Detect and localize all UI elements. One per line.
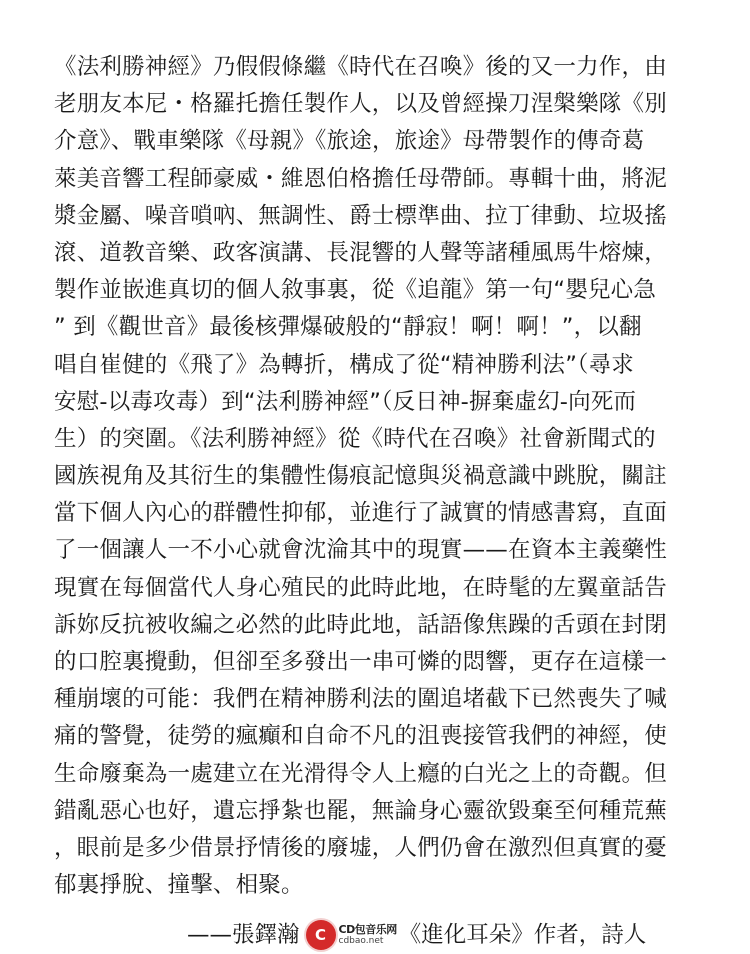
text-line: 郁裏掙脫、撞擊、相聚。 xyxy=(54,872,304,899)
review-paragraph xyxy=(54,49,714,904)
text-line: 錯亂惡心也好，遺忘掙紮也罷，無論身心靈欲毀棄至何種荒蕪 xyxy=(54,797,667,824)
text-line: 滾、道教音樂、政客演講、長混響的人聲等諸種風馬牛熔煉， xyxy=(54,239,667,266)
text-line: 生命廢棄為一處建立在光滑得令人上癮的白光之上的奇觀。但 xyxy=(54,760,667,787)
watermark-site-name: CD包音乐网 xyxy=(338,923,397,936)
signature-line xyxy=(187,917,646,953)
text-line: 訴妳反抗被收編之必然的此時此地，話語像焦躁的舌頭在封閉 xyxy=(54,611,667,638)
watermark-text xyxy=(339,924,397,946)
text-line: 萊美音響工程師豪威・維恩伯格擔任母帶師。專輯十曲，將泥 xyxy=(54,165,667,192)
text-line: 《法利勝神經》乃假假條繼《時代在召喚》後的又一力作，由 xyxy=(54,54,667,80)
text-line: 介意》、戰車樂隊《母親》《旅途，旅途》母帶製作的傳奇葛 xyxy=(54,128,645,155)
site-watermark xyxy=(306,919,397,951)
watermark-logo-icon: C xyxy=(306,920,336,950)
text-line: 生）的突圍。《法利勝神經》從《時代在召喚》社會新聞式的 xyxy=(54,425,656,452)
signature-source: 《進化耳朵》作者，詩人 xyxy=(398,922,647,948)
text-line: 國族視角及其衍生的集體性傷痕記憶與災禍意識中跳脫，關註 xyxy=(54,463,667,490)
text-line: 痛的警覺，徒勞的瘋癲和自命不凡的沮喪接管我們的神經，使 xyxy=(54,723,667,750)
text-line: ，眼前是多少借景抒情後的廢墟，人們仍會在激烈但真實的憂 xyxy=(54,834,667,861)
text-line: 了一個讓人一不小心就會沈淪其中的現實——在資本主義藥性 xyxy=(54,537,667,564)
text-line: 製作並嵌進真切的個人敘事裏，從《追龍》第一句“嬰兒心急 xyxy=(54,277,657,304)
text-line: 種崩壞的可能：我們在精神勝利法的圍追堵截下已然喪失了喊 xyxy=(54,686,667,713)
text-line: 現實在每個當代人身心殖民的此時此地，在時髦的左翼童話告 xyxy=(54,574,667,601)
signature-author: ——張鐸瀚 xyxy=(187,922,300,948)
text-line: 當下個人內心的群體性抑郁，並進行了誠實的情感書寫，直面 xyxy=(54,500,667,527)
text-line: 安慰-以毒攻毒）到“法利勝神經”（反日神-摒棄虛幻-向死而 xyxy=(54,388,637,415)
text-line: ” 到《觀世音》最後核彈爆破般的“靜寂！啊！啊！”，以翻 xyxy=(54,314,642,341)
text-line: 漿金屬、噪音嗩吶、無調性、爵士標準曲、拉丁律動、垃圾搖 xyxy=(54,202,667,229)
watermark-url: cdbao.net xyxy=(338,936,384,946)
text-line: 老朋友本尼・格羅托擔任製作人，以及曾經操刀涅槃樂隊《別 xyxy=(54,91,667,118)
text-line: 的口腔裏攪動，但卻至多發出一串可憐的悶響，更存在這樣一 xyxy=(54,649,667,675)
text-line: 唱自崔健的《飛了》為轉折，構成了從“精神勝利法”（尋求 xyxy=(54,351,634,378)
